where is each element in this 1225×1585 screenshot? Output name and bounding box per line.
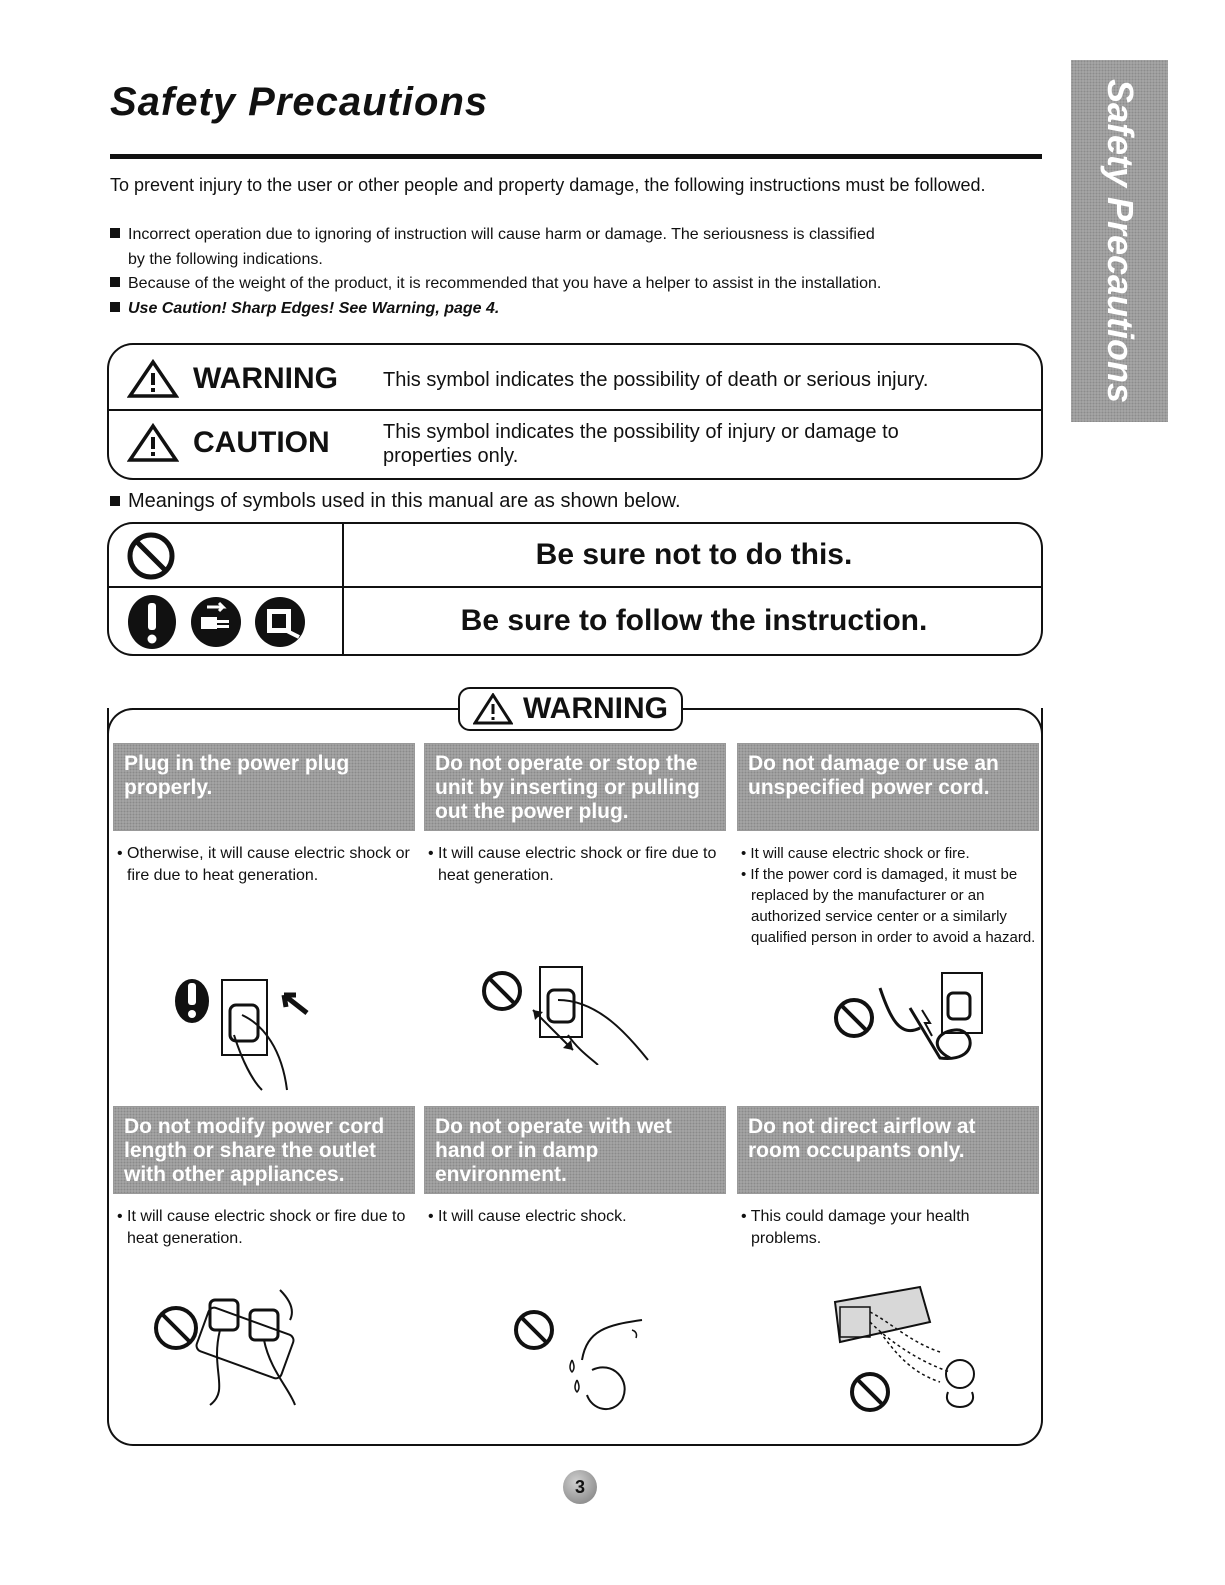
- warning-triangle-icon: [473, 693, 513, 725]
- symbols-table: [107, 522, 1043, 656]
- panel-top-border: [132, 708, 460, 710]
- do-not-pull-plug-illustration: [478, 955, 668, 1065]
- warning-item: [737, 1106, 1039, 1250]
- damaged-cord-illustration: [830, 968, 990, 1073]
- side-tab: [1071, 60, 1168, 422]
- warning-description: This symbol indicates the possibility of death or serious injury.: [383, 369, 929, 391]
- prohibit-icon-cell: [125, 530, 177, 582]
- bullet-item: Incorrect operation due to ignoring of instruction will cause harm or damage. The seriousness is classified: [110, 224, 1040, 246]
- airflow-at-occupant-illustration: [830, 1282, 990, 1417]
- ground-icon: [253, 595, 307, 649]
- bullet-item-continued: by the following indications.: [128, 251, 323, 268]
- prohibit-icon: [125, 530, 177, 582]
- warning-item: [424, 743, 726, 887]
- follow-text: Be sure to follow the instruction.: [460, 604, 928, 637]
- plug-in-properly-illustration: [172, 965, 322, 1095]
- legend-divider: [109, 409, 1041, 411]
- warning-item: [737, 743, 1039, 948]
- item-heading: Do not damage or use an unspecified power cord.: [737, 743, 1039, 831]
- title-rule: [110, 154, 1042, 159]
- wet-hand-illustration: [512, 1300, 682, 1420]
- intro-text: To prevent injury to the user or other people and property damage, the following instructions must be followed.: [110, 175, 986, 195]
- item-description: • It will cause electric shock or fire due to heat generation.: [117, 1208, 406, 1247]
- square-bullet-icon: [110, 277, 120, 287]
- item-heading: Do not modify power cord length or share the outlet with other appliances.: [113, 1106, 415, 1194]
- shared-outlet-illustration: [150, 1280, 310, 1410]
- item-description: • It will cause electric shock or fire due to heat generation.: [428, 845, 717, 884]
- warning-item: [113, 743, 415, 887]
- caution-key: [127, 423, 330, 463]
- item-description: • This could damage your health problems.: [741, 1208, 970, 1247]
- symbols-row-divider: [109, 586, 1041, 588]
- unplug-icon: [189, 595, 243, 649]
- warning-item: [113, 1106, 415, 1250]
- warning-item: [424, 1106, 726, 1228]
- panel-top-border: [681, 708, 1019, 710]
- square-bullet-icon: [110, 302, 120, 312]
- item-heading: Do not operate or stop the unit by inserting or pulling out the power plug.: [424, 743, 726, 831]
- side-tab-label: Safety Precautions: [1099, 78, 1141, 404]
- page-number: 3: [563, 1470, 597, 1504]
- symbol-meanings-line: Meanings of symbols used in this manual are as shown below.: [110, 490, 681, 513]
- mandatory-icons-cell: [125, 594, 307, 650]
- bullet-item-sharp-edges: Use Caution! Sharp Edges! See Warning, page 4.: [110, 298, 1040, 320]
- item-heading: Do not operate with wet hand or in damp environment.: [424, 1106, 726, 1194]
- legend-box: [107, 343, 1043, 480]
- bullet-item: Because of the weight of the product, it is recommended that you have a helper to assist in the installation.: [110, 273, 1040, 295]
- warning-label: WARNING: [193, 362, 338, 395]
- page-title: Safety Precautions: [110, 80, 489, 124]
- warning-section-label: WARNING: [458, 687, 683, 731]
- square-bullet-icon: [110, 496, 120, 506]
- square-bullet-icon: [110, 228, 120, 238]
- item-description: • It will cause electric shock.: [428, 1208, 627, 1225]
- item-description: • Otherwise, it will cause electric shock or fire due to heat generation.: [117, 845, 410, 884]
- caution-label: CAUTION: [193, 426, 330, 459]
- warning-triangle-icon: [127, 359, 179, 399]
- exclamation-mandatory-icon: [125, 594, 179, 650]
- warning-key: [127, 359, 338, 399]
- item-heading: Plug in the power plug properly.: [113, 743, 415, 831]
- caution-description: This symbol indicates the possibility of injury or damage to properties only.: [383, 421, 899, 467]
- prohibit-text: Be sure not to do this.: [535, 538, 853, 571]
- item-heading: Do not direct airflow at room occupants only.: [737, 1106, 1039, 1194]
- item-description: • It will cause electric shock or fire. • If the power cord is damaged, it must be replaced by the manufacturer or an authorized service center or a similarly qualified person in order to avoid a hazard.: [741, 845, 1036, 946]
- caution-triangle-icon: [127, 423, 179, 463]
